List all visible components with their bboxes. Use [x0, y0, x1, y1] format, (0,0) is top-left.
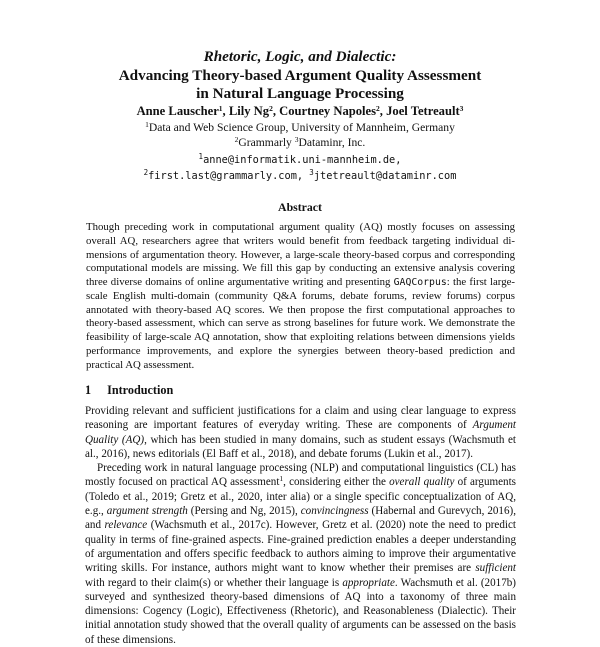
- paragraph-text: (Wachsmuth et al., 2017c). However, Gretz et al. (2020) note the need to predict quality in terms of fine-grained aspects. Fine-grained prediction enables a deeper understanding of argumentation and offers specific feedback to authors aiming to improve their argumentative writing skills. For instance, authors might want to know whether their premises are: [85, 519, 516, 575]
- author-affiliation-mark: 1: [218, 104, 223, 113]
- paragraph-text: with regard to their claim(s) or whether their language is: [85, 576, 343, 589]
- paragraph-text: Providing relevant and sufficient justifications for a claim and using clear language to express reasoning are important features of everyday writing. These are components of: [85, 405, 516, 432]
- emphasis-text: argument strength: [106, 505, 188, 518]
- email-line-1: $^1$anne@informatik.uni-mannheim.de,: [198, 152, 402, 166]
- section-heading-introduction: 1 Introduction: [85, 383, 174, 397]
- author-affiliation-mark: 3: [459, 104, 464, 113]
- email-line-2: $^2$first.last@grammarly.com, $^3$jtetreault@dataminr.com: [143, 168, 457, 182]
- paragraph-text: , considering either the: [283, 476, 390, 489]
- paragraph-text: Preceding work in natural language processing (NLP) and computational linguistics (CL) has mostly focused on practical AQ assessment: [85, 462, 516, 489]
- emphasis-text: overall quality: [389, 476, 455, 489]
- corpus-name: GAQCorpus: [393, 277, 447, 288]
- title-line-1: Rhetoric, Logic, and Dialectic:: [203, 48, 397, 65]
- emphasis-text: relevance: [104, 519, 148, 532]
- paragraph-text: of arguments (Toledo et al., 2019; Gretz et al., 2020, inter alia) or a single specific conceptualization of AQ, e.g.,: [85, 476, 516, 518]
- email-link[interactable]: first.last@grammarly.com,: [148, 170, 304, 182]
- title-line-3: in Natural Language Processing: [196, 85, 404, 102]
- paragraph-text: (Persing and Ng, 2015),: [187, 505, 301, 518]
- author-affiliation-mark: 2: [376, 104, 380, 113]
- author-name: Anne Lauscher: [136, 104, 219, 118]
- title-line-2: Advancing Theory-based Argument Quality Assessment: [118, 67, 482, 84]
- author-name: Joel Tetreault: [386, 104, 460, 118]
- abstract-heading: Abstract: [278, 200, 322, 214]
- affiliation-1: $^1$Data and Web Science Group, University of Mannheim, Germany: [145, 120, 455, 134]
- footnote-mark: 1: [279, 474, 284, 484]
- email-link[interactable]: anne@informatik.uni-mannheim.de,: [203, 154, 402, 166]
- author-name: Lily Ng: [228, 104, 270, 118]
- paragraph-text: . Wachsmuth et al. (2017b) surveyed and synthesized theory-based dimensions of AQ into a taxonomy of three main dimensions: Cogency (Logic), Effectiveness (Rhetoric), and Reasonableness (Dialectic). Their initial annotation study showed that the overall quality of arguments can be assessed on the basis of these dimensions.: [85, 576, 516, 646]
- introduction-body: [85, 404, 516, 647]
- affiliation-2: $^2$Grammarly $^3$Dataminr, Inc.: [234, 135, 366, 149]
- author-name: Courtney Napoles: [279, 104, 377, 118]
- author-affiliation-mark: 2: [269, 104, 273, 113]
- intro-paragraph-1: [85, 404, 516, 461]
- email-link[interactable]: jtetreault@dataminr.com: [313, 170, 457, 182]
- emphasis-text: sufficient: [475, 562, 516, 575]
- abstract-body: Though preceding work in computational argument quality (AQ) mostly focuses on assessing overall AQ, researchers agree that writers would benefit from feedback targeting individual dimensions of argumentation theory. However, a large-scale theory-based corpus and corresponding computational models are missing. We fill this gap by conducting an extensive analysis covering three diverse domains of online argumentative writing and presenting GAQCorpus: the first large-scale English multi-domain (community Q&A forums, debate forums, review forums) corpus annotated with theory-based AQ scores. We then propose the first computational approaches to theory-based assessment, which can serve as strong baselines for future work. We demonstrate the feasibility of large-scale AQ annotation, show that exploiting relations between dimensions yields performance improvements, and explore the synergies between theory-based prediction and practical AQ assessment.: [86, 221, 515, 371]
- emphasis-text: appropriate: [342, 576, 395, 589]
- paragraph-text: , which has been studied in many domains, such as student essays (Wachsmuth et al., 2016), news editorials (El Baff et al., 2018), and debate forums (Lukin et al., 2017).: [85, 433, 516, 460]
- emphasis-text: Argument Quality (AQ): [85, 419, 516, 446]
- author-list: Anne Lauscher$^1$, Lily Ng$^2$, Courtney Napoles$^2$, Joel Tetreault$^3$: [136, 104, 464, 118]
- intro-paragraph-2: [85, 461, 516, 647]
- paragraph-text: (Habernal and Gurevych, 2016), and: [85, 505, 516, 532]
- emphasis-text: convincingness: [300, 505, 369, 518]
